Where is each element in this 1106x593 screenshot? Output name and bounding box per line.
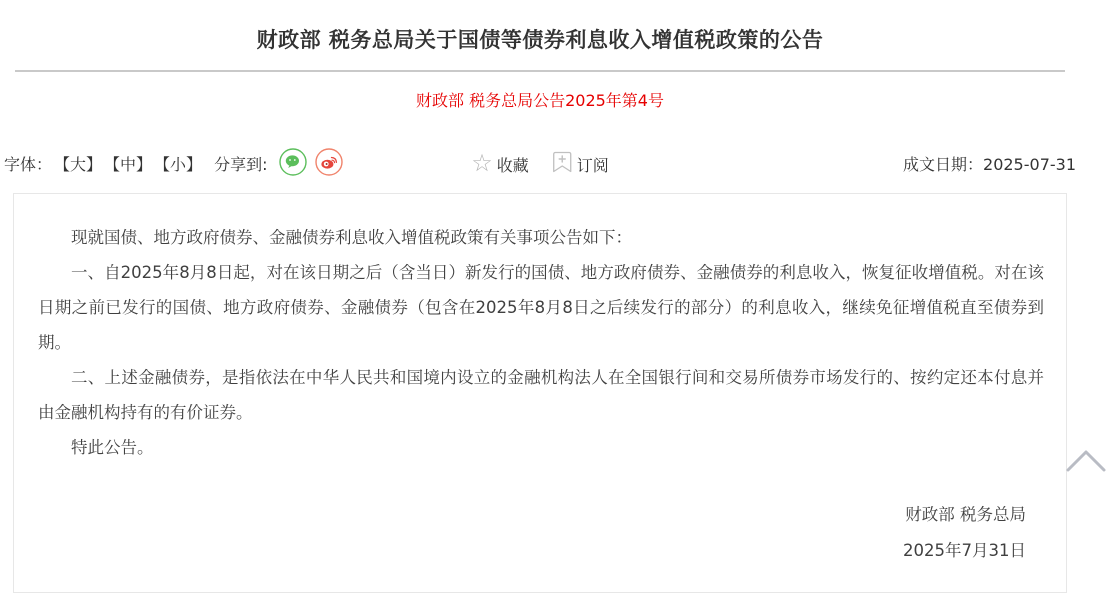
font-size-small-button[interactable]: 【小】 bbox=[154, 154, 203, 174]
paragraph-article-1: 一、自2025年8月8日起，对在该日期之后（含当日）新发行的国债、地方政府债券、金融债券的利息收入，恢复征收增值税。对在该日期之前已发行的国债、地方政府债券、金融债券（包含在2025年8月8日之后续发行的部分）的利息收入，继续免征增值税直至债券到期。 bbox=[38, 263, 1044, 352]
weibo-share-button[interactable] bbox=[315, 149, 343, 177]
share-label: 分享到: bbox=[214, 154, 268, 174]
signature-block bbox=[38, 497, 1044, 569]
paragraph-intro: 现就国债、地方政府债券、金融债券利息收入增值税政策有关事项公告如下： bbox=[71, 228, 632, 247]
publish-date-value: 2025-07-31 bbox=[983, 155, 1076, 174]
signature-date: 2025年7月31日 bbox=[903, 541, 1026, 560]
weibo-icon bbox=[315, 148, 343, 179]
subscribe-label: 订阅 bbox=[576, 155, 609, 175]
title-divider bbox=[15, 70, 1065, 72]
publish-date bbox=[903, 152, 1076, 175]
font-size-medium-button[interactable]: 【中】 bbox=[104, 154, 153, 174]
signature-agency: 财政部 税务总局 bbox=[905, 505, 1026, 524]
bookmark-plus-icon bbox=[551, 150, 573, 178]
favorite-label: 收藏 bbox=[496, 155, 529, 175]
wechat-icon bbox=[279, 148, 307, 179]
subscribe-button[interactable] bbox=[551, 150, 609, 178]
font-size-large-button[interactable]: 【大】 bbox=[54, 154, 103, 174]
toolbar-center-group bbox=[471, 150, 609, 178]
favorite-button[interactable] bbox=[471, 149, 529, 177]
font-size-label: 字体： bbox=[4, 154, 53, 174]
document-body bbox=[13, 193, 1067, 593]
toolbar-left-group bbox=[4, 149, 349, 177]
paragraph-article-2: 二、上述金融债券，是指依法在中华人民共和国境内设立的金融机构法人在全国银行间和交易所债券市场发行的、按约定还本付息并由金融机构持有的有价证券。 bbox=[38, 368, 1044, 422]
page-title: 财政部 税务总局关于国债等债券利息收入增值税政策的公告 bbox=[256, 28, 824, 52]
publish-date-label: 成文日期： bbox=[903, 155, 984, 174]
toolbar bbox=[0, 149, 1080, 183]
back-to-top-icon[interactable] bbox=[1066, 444, 1106, 484]
paragraph-closing: 特此公告。 bbox=[71, 438, 154, 457]
wechat-share-button[interactable] bbox=[279, 149, 307, 177]
star-icon: ☆ bbox=[471, 149, 493, 177]
doc-number: 财政部 税务总局公告2025年第4号 bbox=[416, 91, 664, 110]
